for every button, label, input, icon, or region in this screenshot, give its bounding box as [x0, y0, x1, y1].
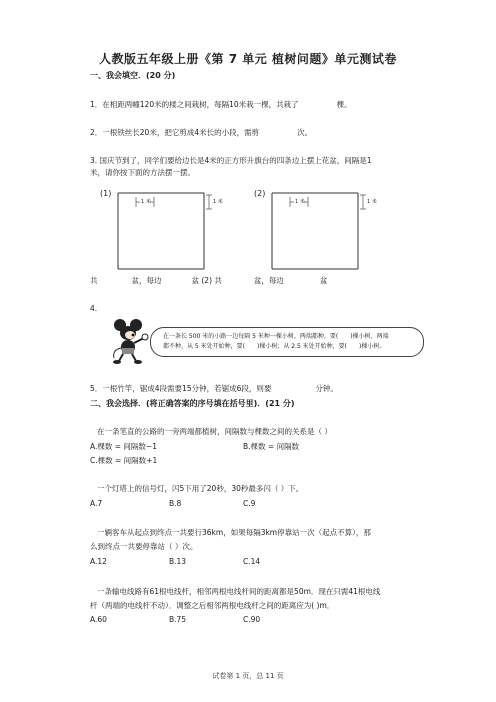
question-2-text: 2．一根铁丝长20米，把它剪成4米长的小段，需剪: [90, 128, 260, 137]
answer-text-a: 共: [90, 276, 98, 285]
question-1-suffix: 棵。: [336, 100, 352, 109]
figure-square-1: [96, 185, 231, 273]
question-3-line2: 米，请你按下面的方法摆一摆。: [90, 168, 195, 177]
mcq-1-option-c[interactable]: C.棵数 = 间隔数+1: [90, 456, 158, 465]
speech-bubble: [150, 327, 424, 357]
figure-1-unit-top: 1 米: [141, 199, 151, 205]
cartoon-mouse-image: [108, 318, 152, 364]
mcq-3-option-c[interactable]: C.14: [243, 557, 261, 566]
mcq-3-option-a[interactable]: A.12: [90, 557, 107, 566]
page-footer: 试卷第 1 页，总 11 页: [212, 672, 284, 680]
answer-text-c: 盆 (2) 共: [191, 276, 222, 285]
question-5-suffix: 分钟。: [315, 384, 338, 393]
section1-heading: 一、我会填空．(20 分): [90, 71, 176, 80]
speech-bubble-text: [163, 332, 389, 352]
speech-bubble-line-2: 都不种，从 5 米处开始种，要( )棵小树；从 2.5 米处开始种，要( )棵小树。: [163, 343, 386, 350]
question-2: [90, 127, 312, 138]
page-title: 人教版五年级上册《第 7 单元 植树问题》单元测试卷: [99, 52, 397, 66]
question-5-text: 5．一根竹竿，锯成4段需要15分钟，若锯成6段，则要: [90, 384, 272, 393]
mcq-2-option-a[interactable]: A.7: [90, 499, 103, 508]
question-1: [90, 99, 352, 110]
figure-2-unit-side: 1 米: [367, 199, 377, 205]
mcq-4-stem-line-2: 杆（两端的电线杆不动）．调整之后相邻两根电线杆之间的距离应为( )m．: [90, 601, 335, 610]
figure-square-2-drawing: [250, 185, 385, 273]
mcq-3-stem-line-1: 一辆客车从起点到终点一共要行36km，如果每隔3km停靠站一次（起点不算），那: [97, 528, 371, 537]
mcq-1-option-a[interactable]: A.棵数 = 间隔数−1: [90, 442, 157, 451]
mcq-4-option-c[interactable]: C.90: [243, 615, 261, 624]
mcq-1-stem: 在一条笔直的公路的一旁两端都植树，间隔数与棵数之间的关系是（ ）: [97, 427, 332, 436]
mcq-4-option-a[interactable]: A.60: [90, 615, 107, 624]
question-3-answer-line: [90, 275, 327, 286]
question-4-label: 4.: [90, 304, 98, 313]
answer-text-b: 盆，每边: [131, 276, 162, 285]
mcq-4-stem-line-1: 一条输电线路有61根电线杆，相邻两根电线杆间的距离都是50m．现在只需41根电线: [97, 587, 381, 596]
mcq-2-option-b[interactable]: B.8: [169, 499, 182, 508]
mcq-4-option-b[interactable]: B.75: [169, 615, 187, 624]
figure-1-label: (1): [100, 189, 112, 198]
figure-square-2: [250, 185, 385, 273]
mcq-3-option-b[interactable]: B.13: [169, 557, 187, 566]
answer-text-d: 盆，每边: [253, 276, 284, 285]
mcq-1-option-b[interactable]: B.棵数 = 间隔数: [243, 442, 300, 451]
figure-1-unit-side: 1 米: [213, 199, 223, 205]
figure-2-label: (2): [254, 189, 266, 198]
question-3-line1: 3. 国庆节到了，同学们要给边长是4米的正方形升旗台的四条边上摆上花盆，间隔是1: [90, 156, 372, 165]
speech-bubble-line-1: 在一条长 500 米的小路一边每隔 5 米种一棵小树，两端都种，要( )棵小树，两端: [163, 333, 389, 340]
section2-heading: 二、我会选择．(将正确答案的序号填在括号里)．(21 分): [90, 399, 295, 408]
answer-text-e: 盆: [319, 276, 328, 285]
cartoon-mouse-drawing: [108, 318, 152, 364]
mcq-2-stem: 一个灯塔上的信号灯，闪5下用了20秒，30秒最多闪（ ）下。: [97, 484, 304, 493]
question-2-suffix: 次。: [297, 128, 313, 137]
mcq-3-stem-line-2: 么到终点一共要停靠站（ ）次。: [90, 542, 198, 551]
question-1-text: 1．在相距两幢120米的楼之间栽树，每隔10米栽一棵，共栽了: [90, 100, 299, 109]
question-5: [90, 383, 338, 394]
figure-square-1-drawing: [96, 185, 231, 273]
figure-2-unit-top: 1 米: [295, 199, 305, 205]
mcq-2-option-c[interactable]: C.9: [243, 499, 256, 508]
